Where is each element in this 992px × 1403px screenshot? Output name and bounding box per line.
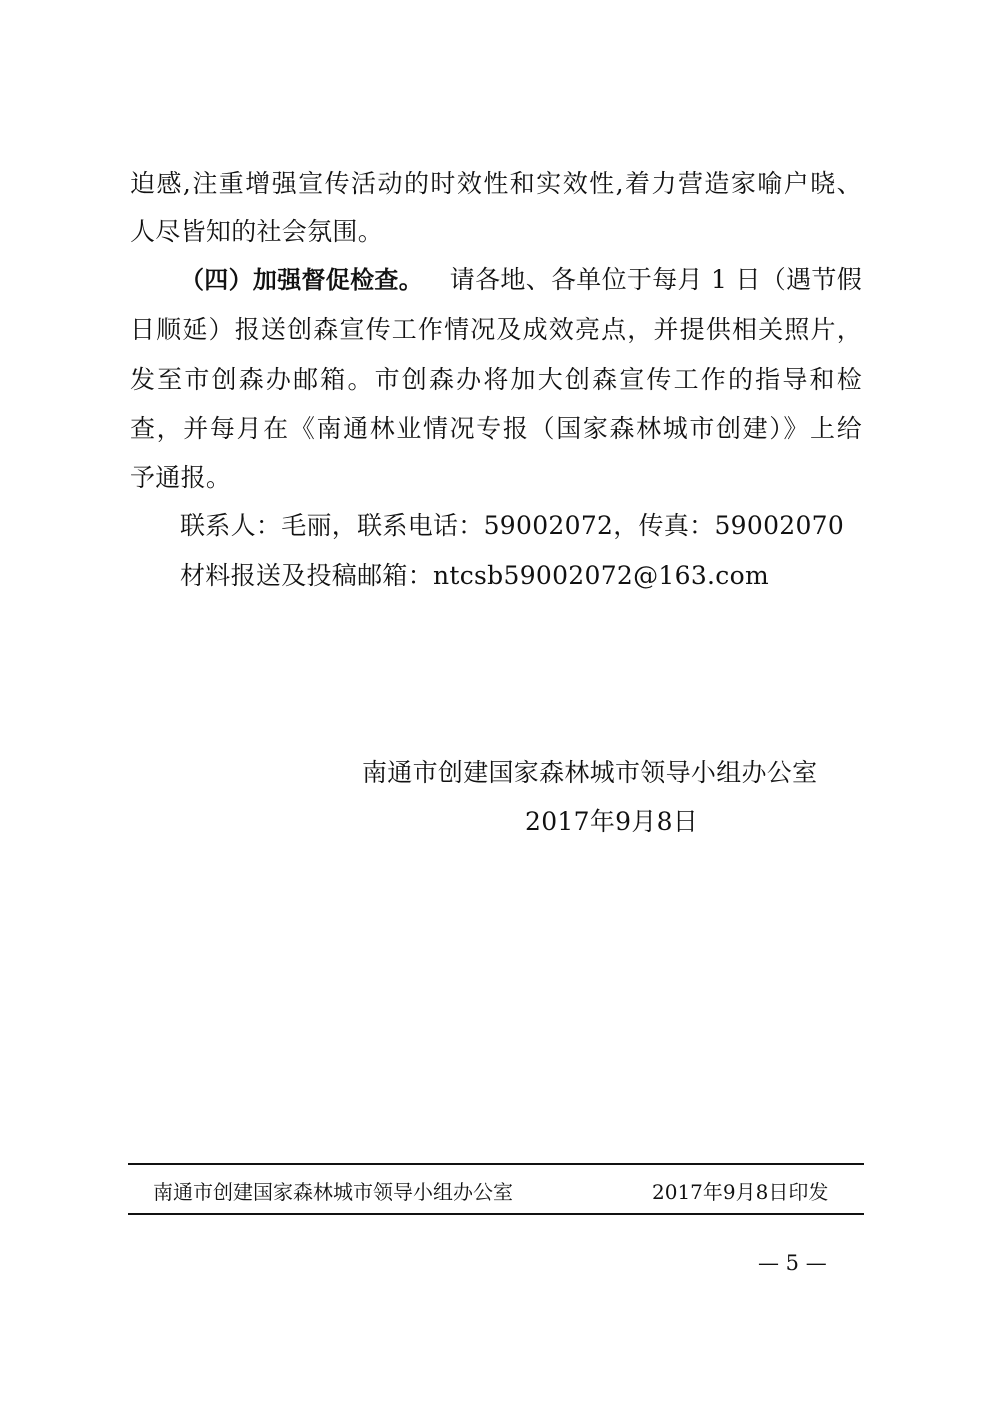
footer-org: 南通市创建国家森林城市领导小组办公室: [153, 1180, 513, 1204]
page-number: — 5 —: [758, 1251, 827, 1275]
footer-top-rule: [128, 1163, 864, 1165]
signature-org: 南通市创建国家森林城市领导小组办公室: [362, 758, 818, 787]
para2-line1-rest: 请各地、各单位于每月 1 日（遇节假: [449, 265, 862, 294]
para2-line5: 予通报。: [130, 463, 232, 492]
para2-line1: [180, 264, 862, 296]
signature-date: 2017年9月8日: [525, 807, 699, 836]
footer-bottom-rule: [128, 1213, 864, 1215]
section-heading: （四）加强督促检查。: [180, 266, 423, 294]
para1-line1: 迫感,注重增强宣传活动的时效性和实效性,着力营造家喻户晓、: [130, 169, 862, 198]
para2-line2: 日顺延）报送创森宣传工作情况及成效亮点，并提供相关照片，: [130, 315, 862, 344]
para1-line2: 人尽皆知的社会氛围。: [130, 217, 384, 246]
contact-line: 联系人：毛丽，联系电话：59002072，传真：59002070: [180, 511, 845, 540]
para2-line3: 发至市创森办邮箱。市创森办将加大创森宣传工作的指导和检: [130, 365, 862, 394]
para2-line4: 查，并每月在《南通林业情况专报（国家森林城市创建）》上给: [130, 414, 862, 443]
footer-issue-date: 2017年9月8日印发: [652, 1180, 829, 1204]
email-line: 材料报送及投稿邮箱：ntcsb59002072@163.com: [180, 561, 769, 590]
